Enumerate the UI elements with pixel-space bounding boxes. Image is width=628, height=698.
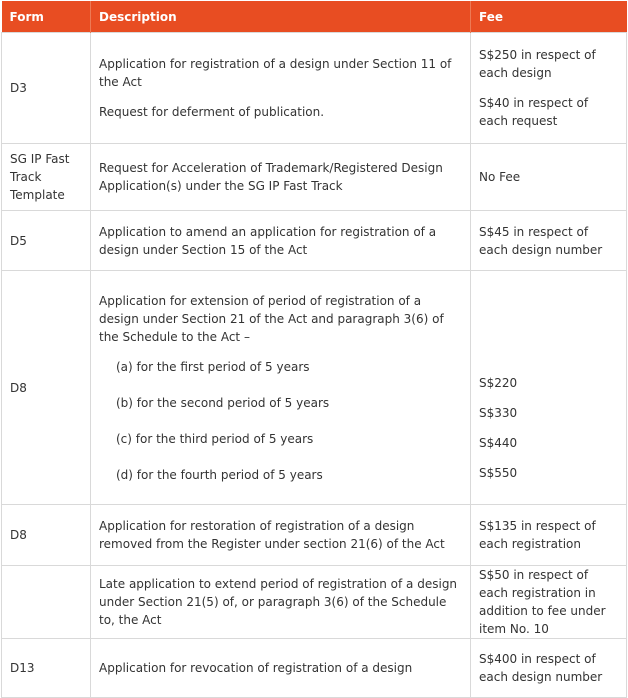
fee-cell: S$135 in respect of each registration	[471, 505, 627, 566]
fee-line: S$550	[479, 465, 518, 480]
description-cell: Late application to extend period of registration of a design under Section 21(5) of, or paragraph 3(6) of the Schedule to, the Act	[91, 566, 471, 639]
form-cell: D3	[2, 33, 91, 144]
description-cell: Application for restoration of registration of a design removed from the Register under section 21(6) of the Act	[91, 505, 471, 566]
description-cell	[91, 271, 471, 505]
fee-cell: S$400 in respect of each design number	[471, 639, 627, 698]
fee-cell: No Fee	[471, 144, 627, 211]
description-cell: Application to amend an application for registration of a design under Section 15 of the Act	[91, 211, 471, 271]
form-cell: D8	[2, 505, 91, 566]
description-cell: Request for Acceleration of Trademark/Registered Design Application(s) under the SG IP Fast Track	[91, 144, 471, 211]
description-cell	[91, 33, 471, 144]
fee-line: S$440	[479, 435, 518, 450]
fee-line: S$250 in respect of each design	[479, 48, 596, 80]
fee-cell	[471, 33, 627, 144]
sub-item: (a) for the first period of 5 years	[116, 359, 310, 374]
description-cell: Application for revocation of registration of a design	[91, 639, 471, 698]
table-row	[2, 211, 627, 271]
form-cell: D13	[2, 639, 91, 698]
fee-line: S$40 in respect of each request	[479, 96, 589, 128]
table-row	[2, 271, 627, 505]
fees-table	[1, 1, 627, 698]
table-row	[2, 505, 627, 566]
description-intro: Application for extension of period of registration of a design under Section 21 of the Act and paragraph 3(6) of the Schedule to the Act –	[99, 293, 444, 344]
header-form: Form	[2, 1, 91, 33]
fee-list	[479, 374, 618, 482]
sub-item: (b) for the second period of 5 years	[116, 395, 330, 410]
table-header-row	[2, 1, 627, 33]
form-cell: D8	[2, 271, 91, 505]
sub-item: (d) for the fourth period of 5 years	[116, 467, 323, 482]
fee-cell: S$45 in respect of each design number	[471, 211, 627, 271]
sub-item: (c) for the third period of 5 years	[116, 431, 314, 446]
fee-cell: S$50 in respect of each registration in addition to fee under item No. 10	[471, 566, 627, 639]
description-line: Request for deferment of publication.	[99, 105, 325, 119]
fee-line: S$220	[479, 375, 518, 390]
form-cell	[2, 566, 91, 639]
fee-line: S$330	[479, 405, 518, 420]
fee-cell	[471, 271, 627, 505]
header-fee: Fee	[471, 1, 627, 33]
table-row	[2, 33, 627, 144]
table-row	[2, 566, 627, 639]
form-cell: SG IP Fast Track Template	[2, 144, 91, 211]
form-cell: D5	[2, 211, 91, 271]
description-line: Application for registration of a design under Section 11 of the Act	[99, 57, 452, 89]
table-row	[2, 639, 627, 698]
header-description: Description	[91, 1, 471, 33]
table-row	[2, 144, 627, 211]
